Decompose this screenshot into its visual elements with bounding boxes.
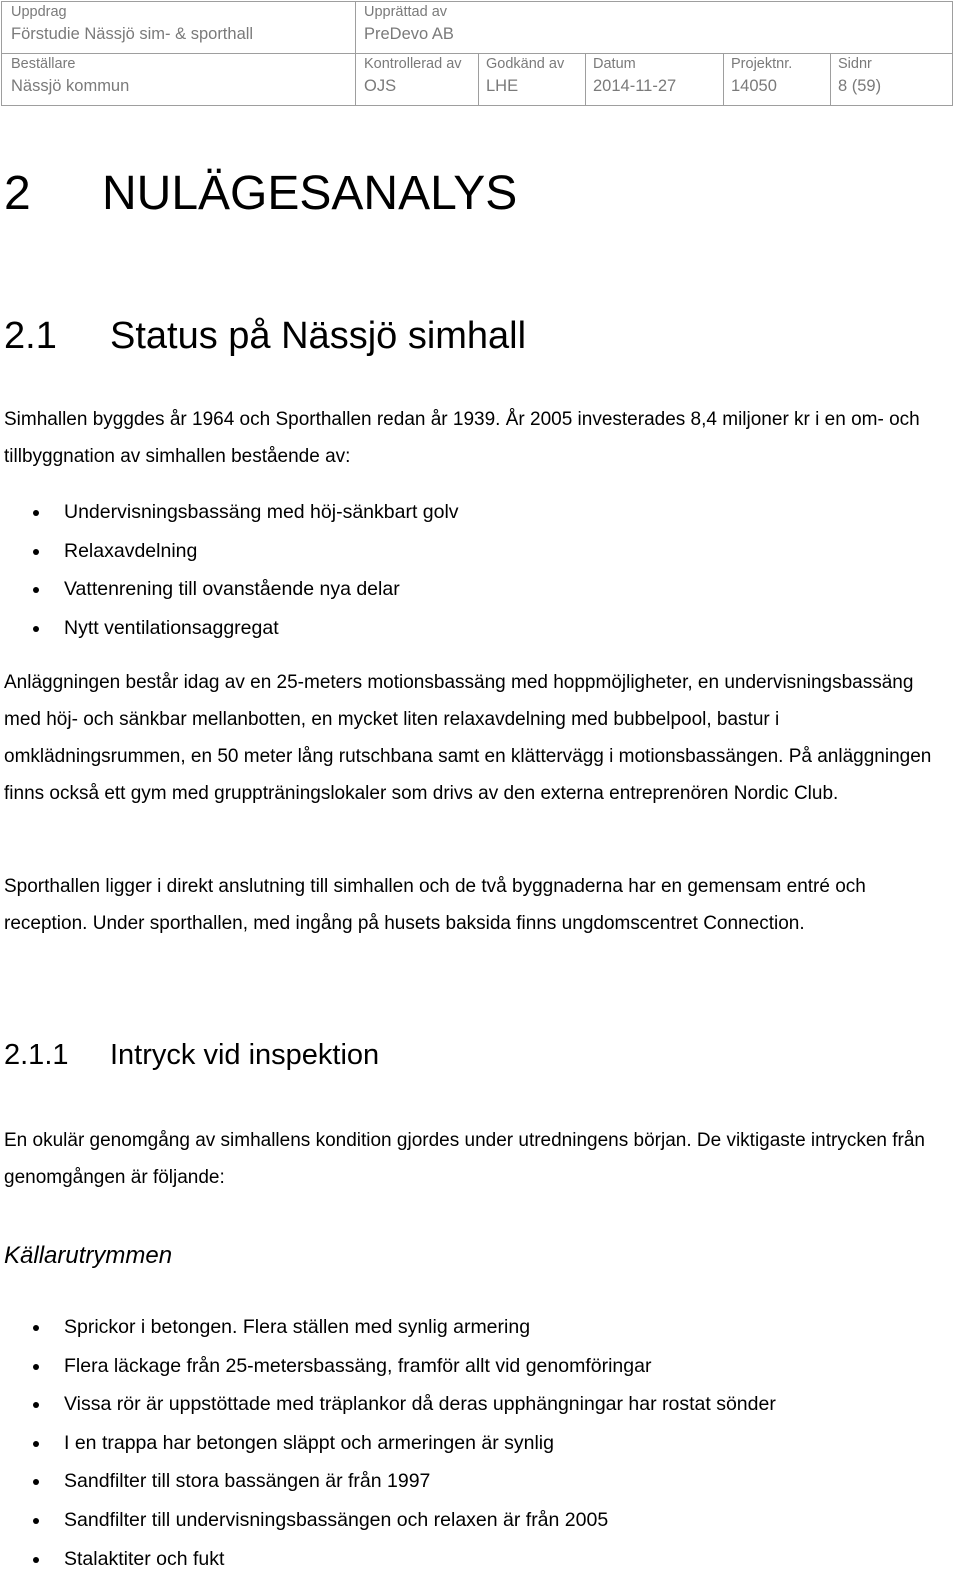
list-item: Stalaktiter och fukt [0,1540,776,1578]
sidnr-label: Sidnr [838,56,872,72]
bestallare-label: Beställare [11,56,76,72]
basement-heading: Källarutrymmen [4,1242,173,1269]
kontrollerad-label: Kontrollerad av [364,56,462,72]
sidnr-value: 8 (59) [838,77,882,95]
bestallare-value: Nässjö kommun [11,77,130,95]
datum-label: Datum [593,56,636,72]
projektnr-label: Projektnr. [731,56,793,72]
section-title: Status på Nässjö simhall [110,315,527,357]
chapter-number: 2 [4,167,31,220]
subsection-title: Intryck vid inspektion [110,1039,380,1071]
facility-paragraph: Anläggningen består idag av en 25-meters motionsbassäng med hoppmöjligheter, en undervisningsbassäng med höj- och sänkbar mellanbotten, en mycket liten relaxavdelning med bubbelpool, bastur i omklädningsrummen, en 50 meter lång rutschbana samt en klättervägg i motionsbassängen. På anläggningen finns också ett gym med gruppträningslokaler som drivs av den externa entreprenören Nordic Club. [4,672,932,804]
list-item: Sandfilter till stora bassängen är från 1997 [0,1462,776,1501]
header-divider [355,2,356,105]
datum-value: 2014-11-27 [593,77,677,95]
list-item: Vissa rör är uppstöttade med träplankor då deras upphängningar har rostat sönder [0,1385,776,1424]
section-number: 2.1 [4,315,57,357]
godkand-label: Godkänd av [486,56,565,72]
datum-cell [593,55,676,97]
list-item: Sprickor i betongen. Flera ställen med synlig armering [0,1308,776,1347]
list-item: Vattenrening till ovanstående nya delar [0,570,459,609]
investment-list [0,493,459,647]
list-item: I en trappa har betongen släppt och armeringen är synlig [0,1424,776,1463]
header-divider [585,53,586,105]
list-item: Sandfilter till undervisningsbassängen och relaxen är från 2005 [0,1501,776,1540]
bestallare-cell [11,55,129,97]
chapter-heading [4,166,517,222]
list-item: Flera läckage från 25-metersbassäng, framför allt vid genomföringar [0,1347,776,1386]
uppdrag-label: Uppdrag [11,4,67,20]
uppdrag-value: Förstudie Nässjö sim- & sporthall [11,25,254,43]
subsection-heading [4,1037,379,1073]
header-divider [830,53,831,105]
document-header [1,1,953,106]
header-divider [2,53,952,54]
section-heading [4,313,526,359]
projektnr-value: 14050 [731,77,777,95]
list-item: Undervisningsbassäng med höj-sänkbart golv [0,493,459,532]
kontrollerad-cell [364,55,462,97]
sidnr-cell [838,55,881,97]
chapter-title: NULÄGESANALYS [102,167,518,220]
upprattad-label: Upprättad av [364,4,448,20]
basement-list [0,1308,776,1578]
upprattad-cell [364,3,454,45]
header-divider [478,53,479,105]
subsection-number: 2.1.1 [4,1039,69,1071]
sporthall-paragraph: Sporthallen ligger i direkt anslutning till simhallen och de två byggnaderna har en gemensam entré och reception. Under sporthallen, med ingång på husets baksida finns ungdomscentret Connection. [4,876,866,934]
intro-paragraph: Simhallen byggdes år 1964 och Sporthallen redan år 1939. År 2005 investerades 8,4 miljoner kr i en om- och tillbyggnation av simhallen bestående av: [4,409,920,467]
godkand-cell [486,55,564,97]
kontrollerad-value: OJS [364,77,397,95]
upprattad-value: PreDevo AB [364,25,454,43]
uppdrag-cell [11,3,253,45]
list-item: Nytt ventilationsaggregat [0,609,459,648]
godkand-value: LHE [486,77,519,95]
list-item: Relaxavdelning [0,532,459,571]
projektnr-cell [731,55,792,97]
inspection-paragraph: En okulär genomgång av simhallens kondition gjordes under utredningens början. De viktigaste intrycken från genomgången är följande: [4,1130,925,1188]
header-divider [723,53,724,105]
